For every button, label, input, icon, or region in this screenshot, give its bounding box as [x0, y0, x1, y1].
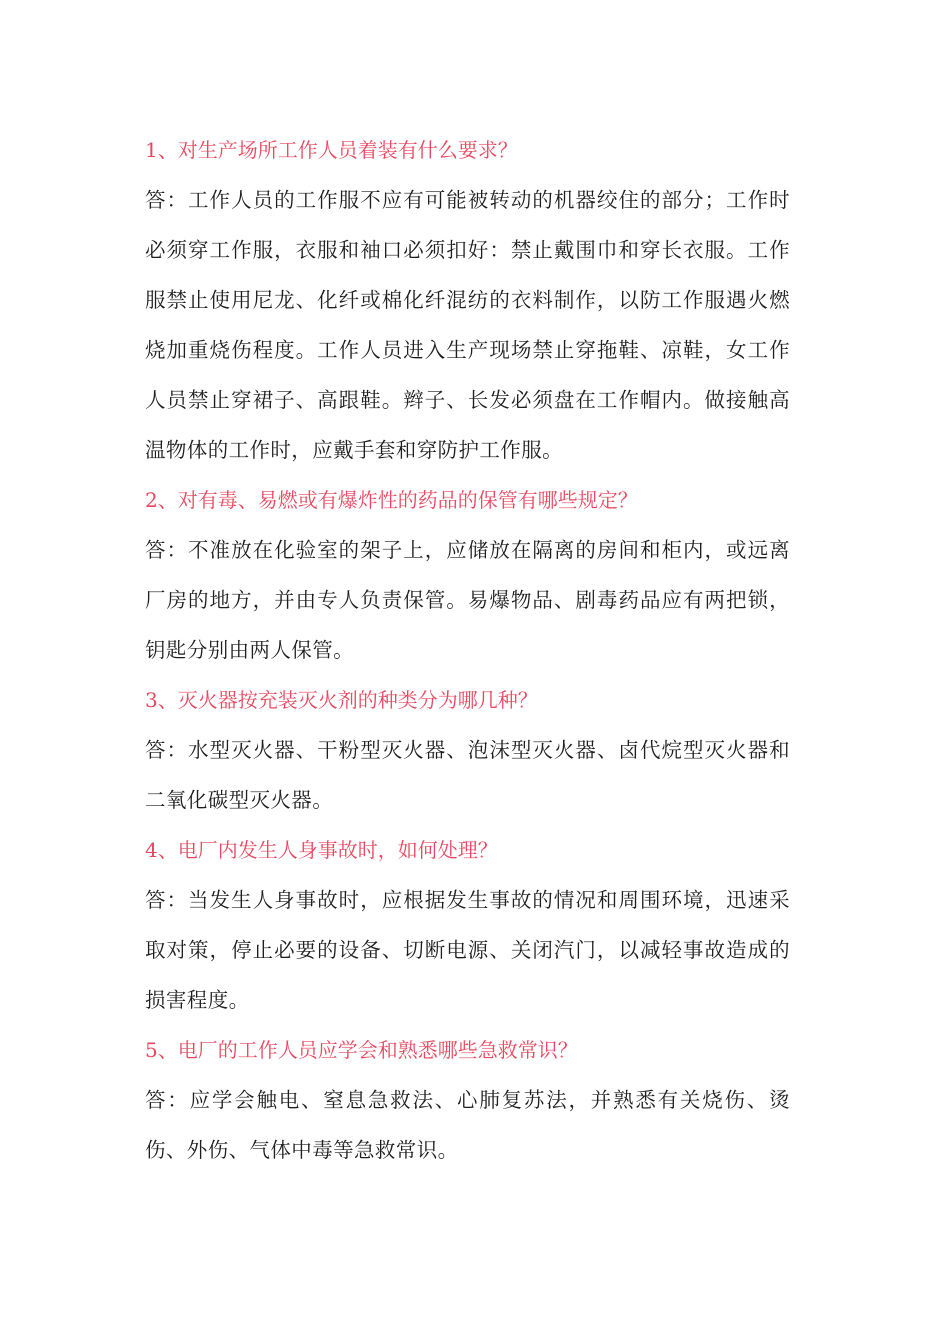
answer-4: 答：当发生人身事故时，应根据发生事故的情况和周围环境，迅速采取对策，停止必要的设备、切断电源、关闭汽门，以减轻事故造成的损害程度。 [145, 888, 790, 1012]
answer-1: 答：工作人员的工作服不应有可能被转动的机器绞住的部分；工作时必须穿工作服，衣服和袖口必须扣好：禁止戴围巾和穿长衣服。工作服禁止使用尼龙、化纤或棉化纤混纺的衣料制作，以防工作服遇火燃烧加重烧伤程度。工作人员进入生产现场禁止穿拖鞋、凉鞋，女工作人员禁止穿裙子、高跟鞋。辫子、长发必须盘在工作帽内。做接触高温物体的工作时，应戴手套和穿防护工作服。 [145, 188, 790, 462]
question-1: 1、对生产场所工作人员着装有什么要求？ [145, 138, 518, 162]
answer-3: 答：水型灭火器、干粉型灭火器、泡沫型灭火器、卤代烷型灭火器和二氧化碳型灭火器。 [145, 738, 790, 812]
qa-list [145, 125, 790, 1175]
qa-item-5 [145, 1025, 790, 1175]
qa-item-4 [145, 825, 790, 1025]
question-3: 3、灭火器按充装灭火剂的种类分为哪几种？ [145, 688, 538, 712]
question-5: 5、电厂的工作人员应学会和熟悉哪些急救常识？ [145, 1038, 578, 1062]
qa-item-2 [145, 475, 790, 675]
question-2: 2、对有毒、易燃或有爆炸性的药品的保管有哪些规定？ [145, 488, 638, 512]
question-4: 4、电厂内发生人身事故时，如何处理？ [145, 838, 498, 862]
answer-5: 答：应学会触电、窒息急救法、心肺复苏法，并熟悉有关烧伤、烫伤、外伤、气体中毒等急救常识。 [145, 1088, 790, 1162]
qa-item-1 [145, 125, 790, 475]
answer-2: 答：不准放在化验室的架子上，应储放在隔离的房间和柜内，或远离厂房的地方，并由专人负责保管。易爆物品、剧毒药品应有两把锁，钥匙分别由两人保管。 [145, 538, 790, 662]
qa-item-3 [145, 675, 790, 825]
